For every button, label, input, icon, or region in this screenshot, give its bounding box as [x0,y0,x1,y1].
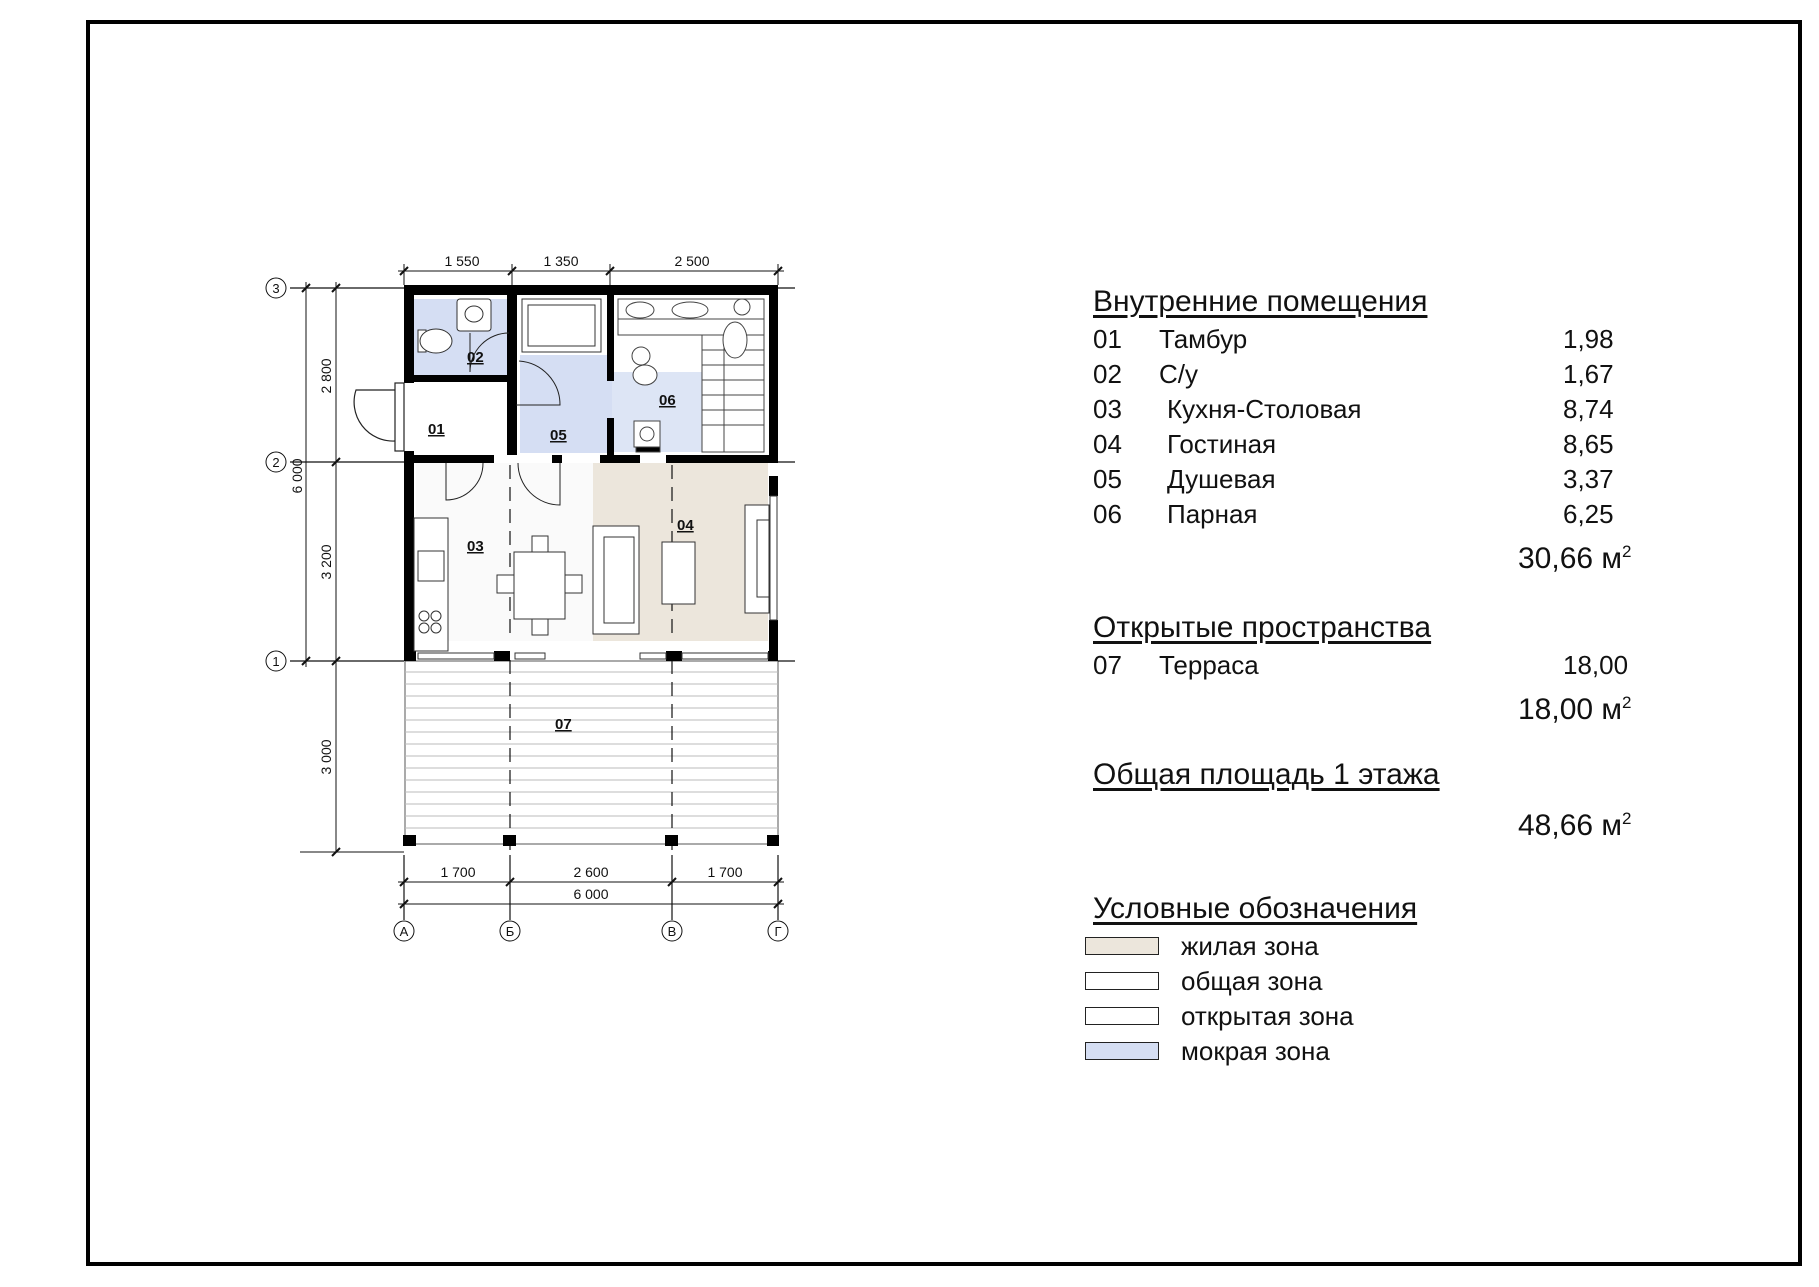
room-row [1093,427,1713,462]
key-label: жилая зона [1181,931,1319,961]
unit-power: 2 [1622,693,1632,712]
room-name: Душевая [1167,464,1276,494]
room-area: 6,25 [1563,499,1614,529]
dim-left-3: 3 000 [318,739,334,775]
axis-col-a: А [399,924,409,939]
swatch-common [1085,972,1159,990]
axis-col-g: Г [774,924,782,939]
room-area: 1,67 [1563,359,1614,389]
room-number: 01 [1093,324,1122,354]
legend-key [1093,929,1713,964]
room-number: 02 [1093,359,1122,389]
room-number: 06 [1093,499,1122,529]
dim-bottom-3: 1 700 [707,864,743,880]
room-number: 05 [1093,464,1122,494]
room-area: 18,00 [1563,650,1629,680]
label-room-05: 05 [550,427,567,444]
room-number: 04 [1093,429,1122,459]
room-name: Гостиная [1167,429,1277,459]
label-room-02: 02 [467,349,484,366]
grand-total-value: 48,66 м [1518,809,1623,842]
room-area: 8,65 [1563,429,1614,459]
room-number: 07 [1093,650,1122,680]
room-number: 03 [1093,394,1122,424]
key-label: общая зона [1181,966,1323,996]
key-label: мокрая зона [1181,1036,1330,1066]
room-area: 8,74 [1563,394,1614,424]
key-label: открытая зона [1181,1001,1354,1031]
grand-total [1093,799,1713,842]
room-name: Тамбур [1159,324,1248,354]
grand-title: Общая площадь 1 этажа [1093,758,1440,791]
open-title: Открытые пространства [1093,611,1432,644]
unit-power: 2 [1622,809,1632,828]
room-name: Кухня-Столовая [1167,394,1362,424]
axis-col-b: Б [505,924,515,939]
indoor-total [1093,532,1713,575]
label-room-06: 06 [659,392,676,409]
room-row [1093,357,1713,392]
swatch-living [1085,937,1159,955]
room-row [1093,462,1713,497]
label-room-04: 04 [677,517,694,534]
indoor-total-value: 30,66 м [1518,542,1623,575]
room-row [1093,392,1713,427]
dim-bottom-2: 2 600 [573,864,609,880]
room-name: С/у [1159,359,1198,389]
label-room-03: 03 [467,538,484,555]
open-total-value: 18,00 м [1518,693,1623,726]
dim-bottom-1: 1 700 [440,864,476,880]
dim-left-total: 6 000 [289,458,305,494]
dim-left-1: 2 800 [318,358,334,394]
legend-key [1093,999,1713,1034]
unit-power: 2 [1622,542,1632,561]
room-name: Терраса [1159,650,1259,680]
dim-bottom-total: 6 000 [573,886,609,902]
room-area: 3,37 [1563,464,1614,494]
entry-door [354,383,404,451]
label-room-07: 07 [555,716,572,733]
legend-key [1093,964,1713,999]
label-room-01: 01 [428,421,445,438]
area-legend [1093,282,1713,1069]
room-area: 1,98 [1563,324,1614,354]
swatch-wet [1085,1042,1159,1060]
room-name: Парная [1167,499,1258,529]
keys-title: Условные обозначения [1093,892,1418,925]
axis-row-3: 3 [272,281,280,296]
room-row [1093,497,1713,532]
indoor-title: Внутренние помещения [1093,285,1428,318]
shower-tray [522,299,601,352]
room-row [1093,648,1713,683]
room-row [1093,322,1713,357]
dim-left-2: 3 200 [318,544,334,580]
dim-top-2: 1 350 [543,253,579,269]
terrace [405,661,778,844]
axis-row-2: 2 [272,455,280,470]
swatch-open [1085,1007,1159,1025]
dim-top-1: 1 550 [444,253,480,269]
axis-col-v: В [667,924,677,939]
axis-row-1: 1 [272,654,280,669]
open-total [1093,683,1713,726]
dim-top-3: 2 500 [674,253,710,269]
legend-key [1093,1034,1713,1069]
